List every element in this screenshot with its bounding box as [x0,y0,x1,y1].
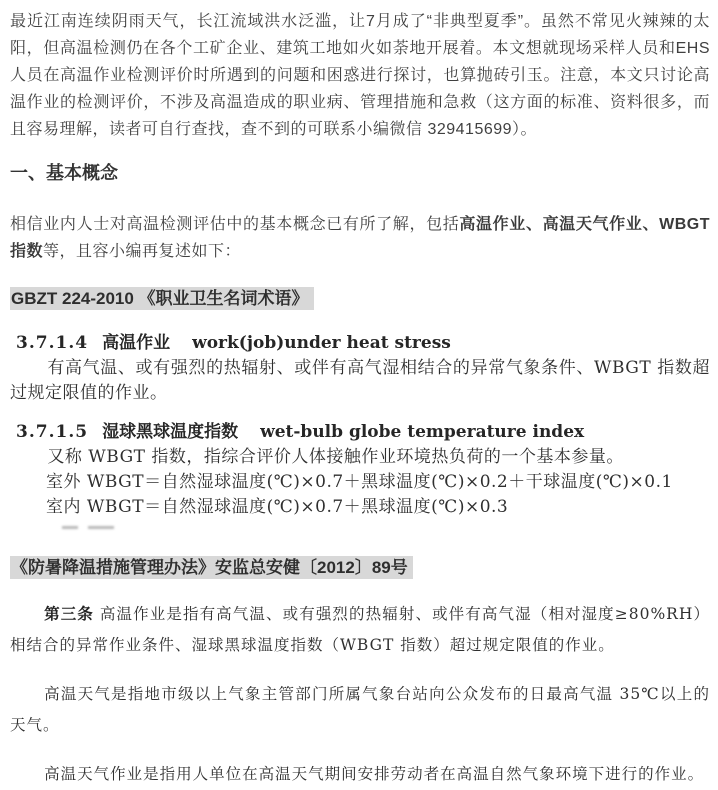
clause-3-paragraph [10,598,710,661]
doc2-heading-text: 《防暑降温措施管理办法》安监总安健〔2012〕89号 [10,556,413,579]
section-heading-basic-concepts: 一、基本概念 [10,163,118,183]
term-number: 3.7.1.5 [16,422,89,442]
hot-weather-work-definition: 高温天气作业是指用人单位在高温天气期间安排劳动者在高温自然气象环境下进行的作业。 [44,765,705,783]
doc1-highlighted-heading [10,287,710,311]
term-english: work(job)under heat stress [192,333,451,353]
doc2-highlighted-heading [10,556,710,580]
wbgt-formula-indoor: 室内 WBGT＝自然湿球温度(℃)×0.7＋黑球温度(℃)×0.3 [46,497,509,517]
scan-cutoff-artifact [10,524,710,534]
term-line-3714 [10,331,710,356]
term-line-3715 [10,420,710,445]
lead-text-normal: 相信业内人士对高温检测评估中的基本概念已有所了解，包括 [10,216,460,233]
concepts-lead-paragraph [10,211,710,265]
clause-3-label: 第三条 [44,604,94,623]
term-definition: 又称 WBGT 指数，指综合评价人体接触作业环境热负荷的一个基本参量。 [47,447,624,467]
clause-3-text: 高温作业是指有高气温、或有强烈的热辐射、或伴有高气湿（相对湿度≥80%RH）相结合的异常作业条件、湿球黑球温度指数（WBGT 指数）超过规定限值的作业。 [10,605,710,654]
lead-text-tail: 等，且容小编再复述如下： [43,243,242,260]
doc2-scan-excerpt [10,598,710,790]
term-english: wet-bulb globe temperature index [260,422,585,442]
wbgt-formula-outdoor: 室外 WBGT＝自然湿球温度(℃)×0.7＋黑球温度(℃)×0.2＋干球温度(℃)×0.1 [46,472,673,492]
term-number: 3.7.1.4 [16,333,89,353]
hot-weather-definition: 高温天气是指地市级以上气象主管部门所属气象台站向公众发布的日最高气温 35℃以上的天气。 [10,685,710,734]
intro-paragraph: 最近江南连续阴雨天气，长江流域洪水泛滥，让7月成了“非典型夏季”。虽然不常见火辣辣的太阳，但高温检测仍在各个工矿企业、建筑工地如火如荼地开展着。本文想就现场采样人员和EHS人员在高温作业检测评价时所遇到的问题和困惑进行探讨，也算抛砖引玉。注意，本文只讨论高温作业的检测评价，不涉及高温造成的职业病、管理措施和急救（这方面的标准、资料很多，而且容易理解，读者可自行查找，查不到的可联系小编微信 329415699）。 [10,13,710,138]
term-chinese: 高温作业 [102,333,171,353]
term-chinese: 湿球黑球温度指数 [102,422,239,442]
term-definition: 有高气温、或有强烈的热辐射、或伴有高气湿相结合的异常气象条件、WBGT 指数超过规定限值的作业。 [10,358,710,403]
doc1-heading-text: GBZT 224-2010 《职业卫生名词术语》 [10,287,314,310]
lead-text-bold-terms: 高温作业、高温天气作业、WBGT指数 [10,216,710,260]
doc1-scan-excerpt-1 [10,331,710,406]
doc1-scan-excerpt-2 [10,420,710,534]
